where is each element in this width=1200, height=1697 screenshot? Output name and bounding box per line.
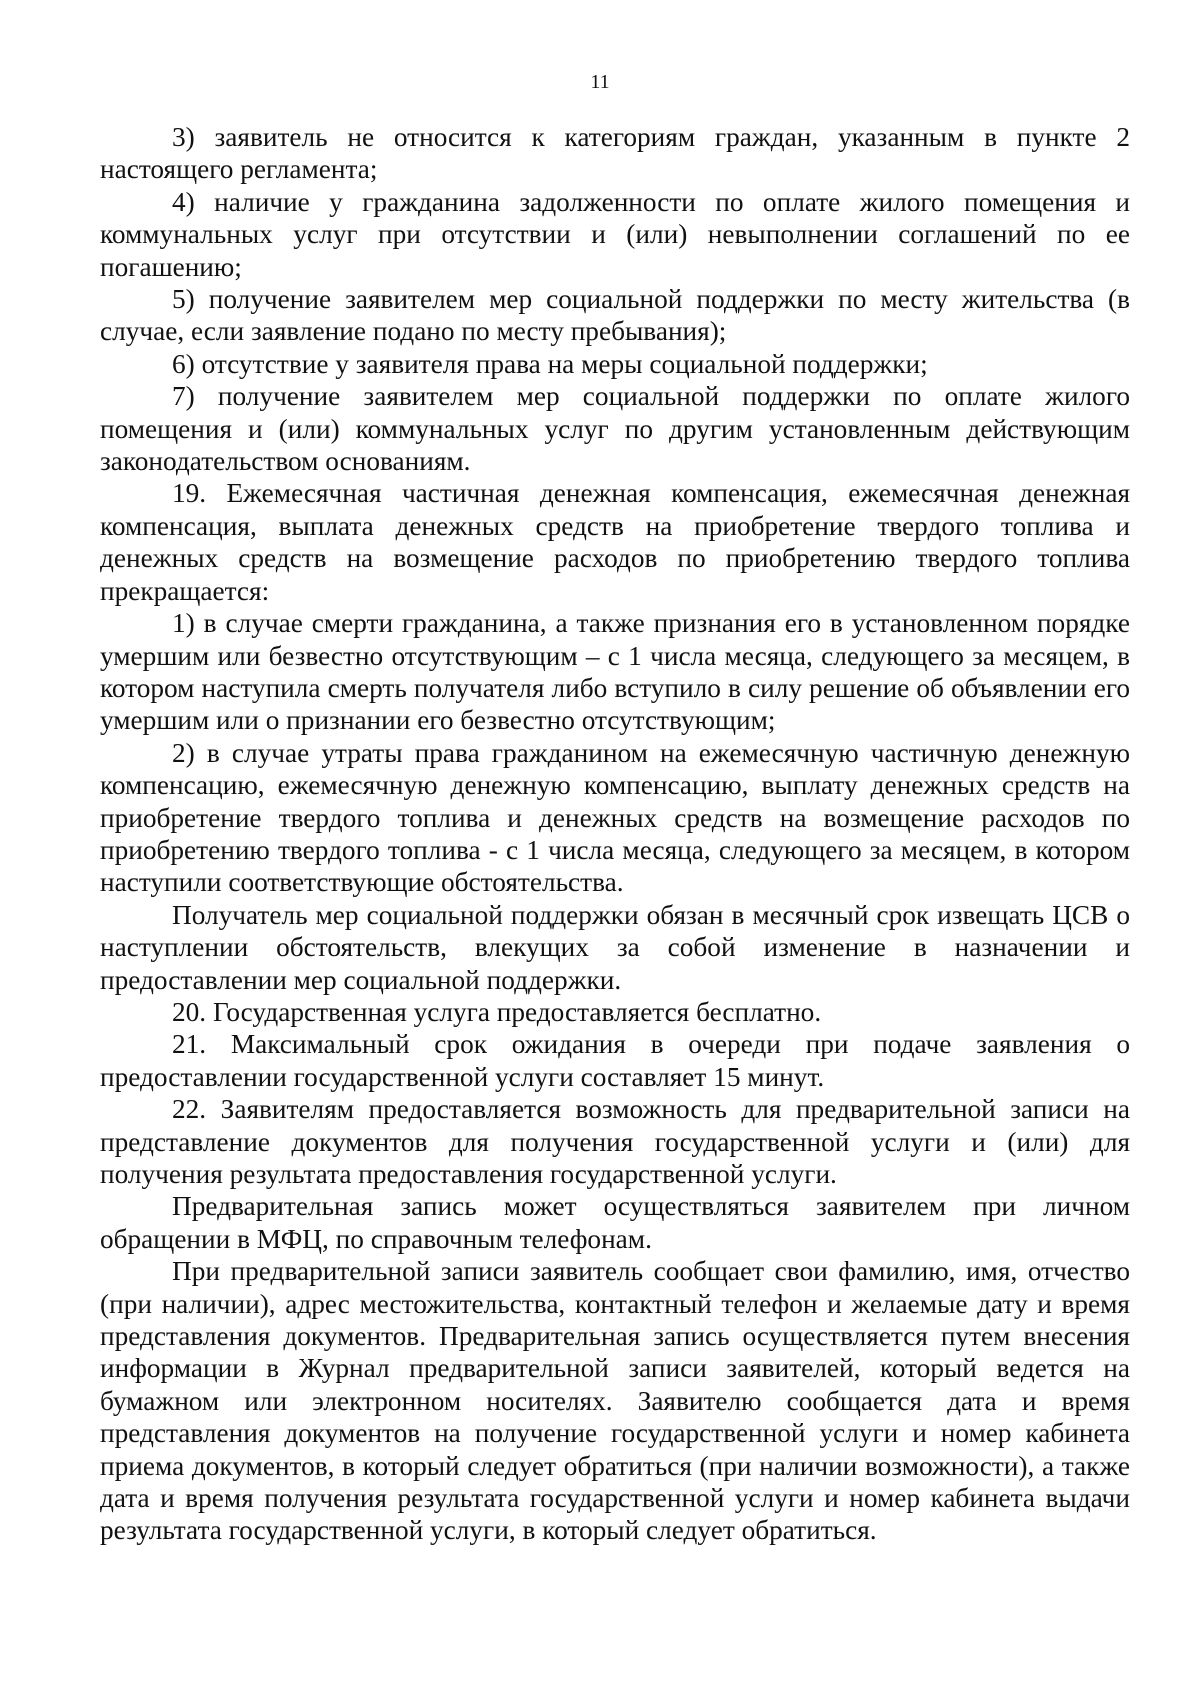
paragraph-item-5: 5) получение заявителем мер социальной поддержки по месту жительства (в случае, если заявление подано по месту пребывания);	[100, 284, 1130, 347]
paragraph-clause-19: 19. Ежемесячная частичная денежная компенсация, ежемесячная денежная компенсация, выплата денежных средств на приобретение твердого топлива и денежных средств на возмещение расходов по приобретению твердого топлива прекращается:	[100, 478, 1130, 606]
paragraph-clause-22: 22. Заявителям предоставляется возможность для предварительной записи на представление документов для получения государственной услуги и (или) для получения результата предоставления государственной услуги.	[100, 1094, 1130, 1189]
paragraph-recipient-obligation: Получатель мер социальной поддержки обязан в месячный срок извещать ЦСВ о наступлении обстоятельств, влекущих за собой изменение в назначении и предоставлении мер социальной поддержки.	[100, 899, 1130, 995]
paragraph-preliminary-record-details: При предварительной записи заявитель сообщает свои фамилию, имя, отчество (при наличии), адрес местожительства, контактный телефон и желаемые дату и время представления документов. Предварительная запись осуществляется путем внесения информации в Журнал предварительной записи заявителей, который ведется на бумажном или электронном носителях. Заявителю сообщается дата и время представления документов на получение государственной услуги и номер кабинета приема документов, в который следует обратиться (при наличии возможности), а также дата и время получения результата государственной услуги и номер кабинета выдачи результата государственной услуги, в который следует обратиться.	[100, 1256, 1130, 1546]
paragraph-clause-20: 20. Государственная услуга предоставляется бесплатно.	[172, 996, 822, 1027]
paragraph-item-6: 6) отсутствие у заявителя права на меры социальной поддержки;	[172, 348, 928, 379]
paragraph-item-4: 4) наличие у гражданина задолженности по оплате жилого помещения и коммунальных услуг при отсутствии и (или) невыполнении соглашений по ее погашению;	[100, 186, 1130, 282]
document-body	[100, 121, 1130, 1547]
paragraph-item-7: 7) получение заявителем мер социальной поддержки по оплате жилого помещения и (или) коммунальных услуг по другим установленным действующим законодательством основаниям.	[100, 381, 1130, 477]
paragraph-clause-21: 21. Максимальный срок ожидания в очереди при подаче заявления о предоставлении государственной услуги составляет 15 минут.	[100, 1029, 1130, 1092]
paragraph-clause-19-item-1: 1) в случае смерти гражданина, а также признания его в установленном порядке умершим или безвестно отсутствующим – с 1 числа месяца, следующего за месяцем, в котором наступила смерть получателя либо вступило в силу решение об объявлении его умершим или о признании его безвестно отсутствующим;	[100, 608, 1130, 736]
paragraph-item-3: 3) заявитель не относится к категориям граждан, указанным в пункте 2 настоящего регламента;	[100, 122, 1130, 185]
paragraph-clause-19-item-2: 2) в случае утраты права гражданином на ежемесячную частичную денежную компенсацию, ежемесячную денежную компенсацию, выплату денежных средств на приобретение твердого топлива и денежных средств на возмещение расходов по приобретению твердого топлива - с 1 числа месяца, следующего за месяцем, в котором наступили соответствующие обстоятельства.	[100, 737, 1130, 898]
paragraph-preliminary-record: Предварительная запись может осуществляться заявителем при личном обращении в МФЦ, по справочным телефонам.	[100, 1191, 1130, 1254]
page-number: 11	[590, 71, 610, 93]
